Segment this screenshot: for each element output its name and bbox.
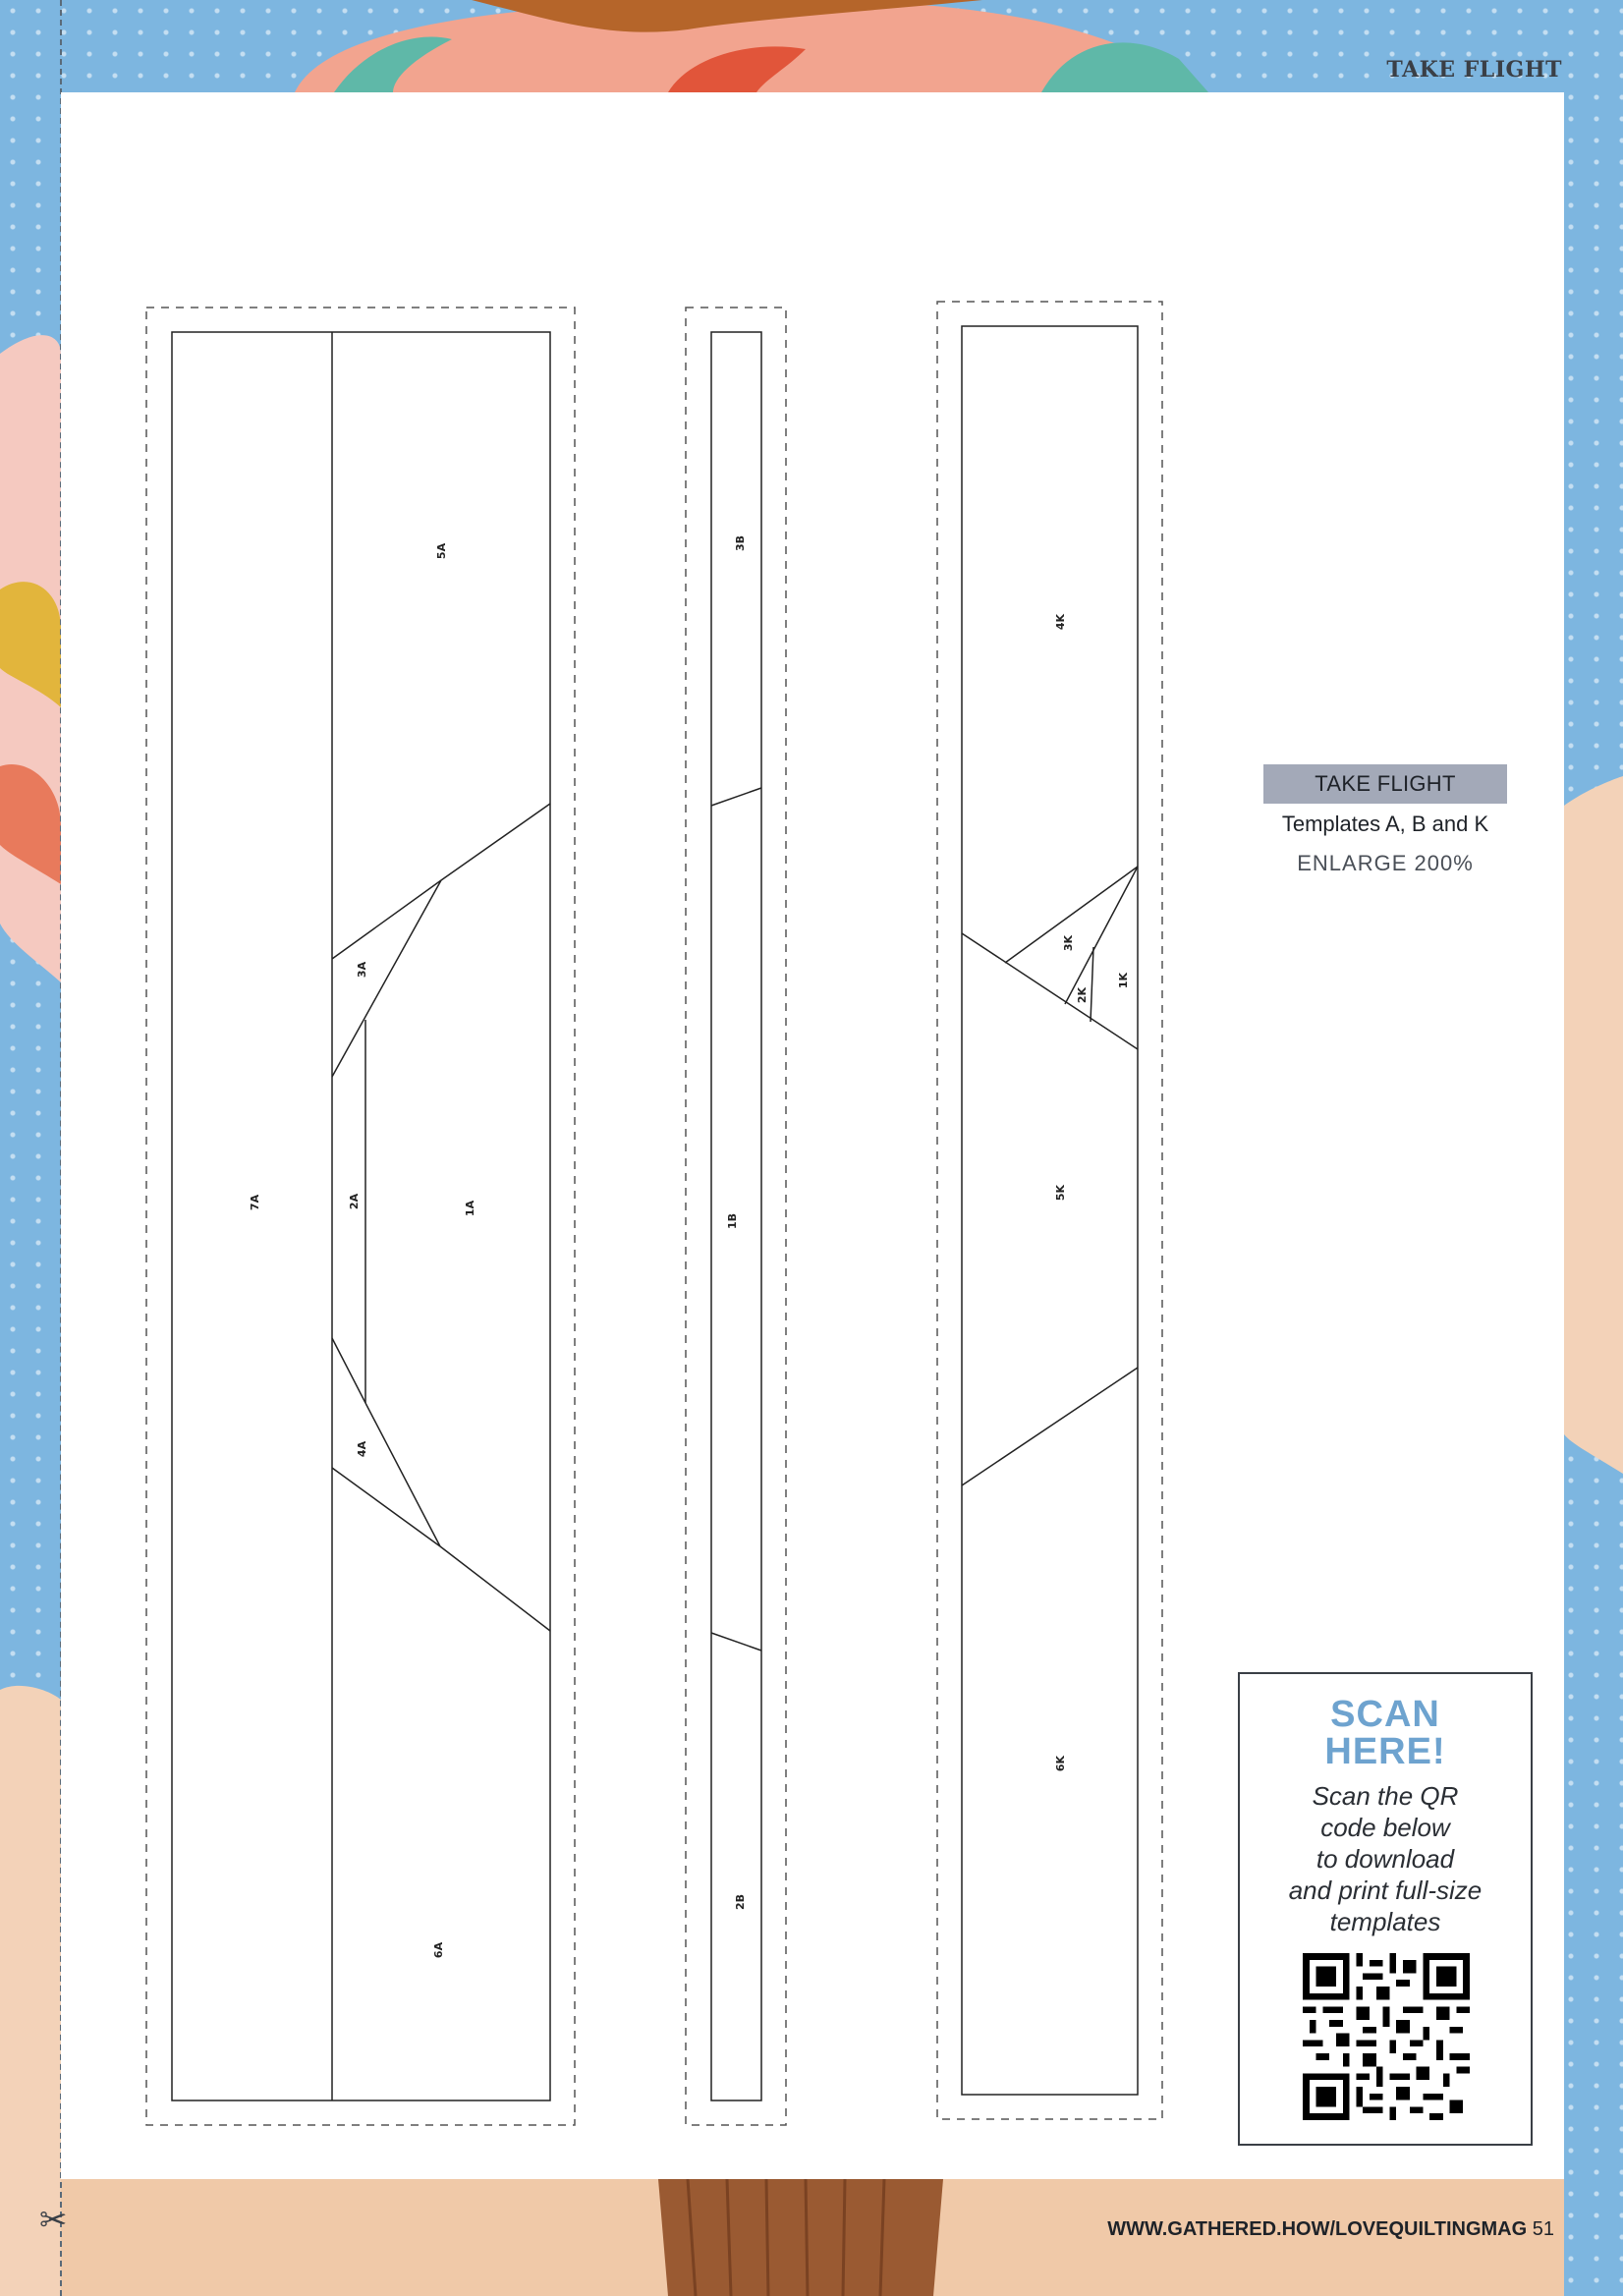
scissors-icon: ✂ — [39, 2202, 68, 2239]
running-head: TAKE FLIGHT — [1386, 57, 1562, 83]
label-6k: 6K — [1054, 1755, 1067, 1772]
label-1a: 1A — [464, 1200, 476, 1217]
label-4k: 4K — [1054, 613, 1067, 631]
scan-box — [1238, 1672, 1533, 2146]
label-6a: 6A — [432, 1941, 445, 1959]
template-a-labels — [249, 542, 476, 1958]
template-b-labels — [726, 535, 747, 1910]
label-3k: 3K — [1062, 934, 1075, 952]
label-2k: 2K — [1076, 986, 1089, 1004]
label-5a: 5A — [435, 542, 448, 560]
template-k — [937, 302, 1162, 2119]
footer-url[interactable]: WWW.GATHERED.HOW/LOVEQUILTINGMAG — [1107, 2218, 1528, 2240]
label-7a: 7A — [249, 1194, 261, 1211]
info-title: TAKE FLIGHT — [1263, 764, 1507, 804]
label-1b: 1B — [726, 1212, 739, 1230]
label-2a: 2A — [348, 1193, 361, 1210]
info-subtitle: Templates A, B and K — [1281, 812, 1489, 836]
template-info — [1263, 764, 1507, 876]
template-k-labels — [1054, 613, 1130, 1771]
template-a — [146, 308, 575, 2125]
qr-code[interactable] — [1303, 1953, 1470, 2120]
footer — [1107, 2218, 1554, 2241]
label-3a: 3A — [356, 961, 368, 979]
label-1k: 1K — [1117, 972, 1130, 989]
label-2b: 2B — [734, 1893, 747, 1911]
scan-instructions: Scan the QR code below to download and print full-size templates — [1288, 1781, 1483, 1936]
label-5k: 5K — [1054, 1184, 1067, 1202]
info-enlarge: ENLARGE 200% — [1297, 851, 1474, 875]
label-3b: 3B — [734, 534, 747, 552]
label-4a: 4A — [356, 1440, 368, 1458]
page-number: 51 — [1532, 2218, 1554, 2240]
scan-title: SCAN HERE! — [1324, 1694, 1446, 1772]
